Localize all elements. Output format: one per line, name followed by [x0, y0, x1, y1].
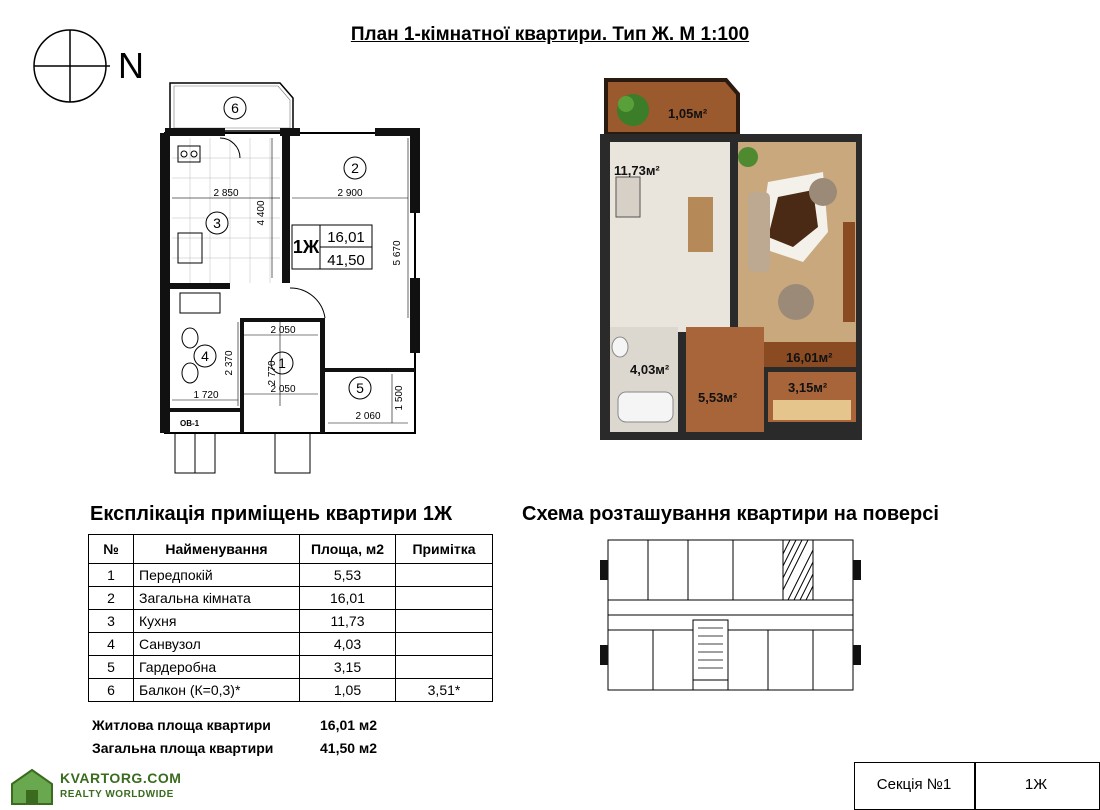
- house-logo-icon: [8, 766, 56, 806]
- row-area: 1,05: [300, 679, 396, 702]
- table-row: [89, 656, 493, 679]
- explication-table: [88, 534, 493, 702]
- row-num: 4: [89, 633, 134, 656]
- row-name: Санвузол: [134, 633, 300, 656]
- row-num: 3: [89, 610, 134, 633]
- room-mark-2: 2: [351, 160, 359, 176]
- col-num: №: [89, 535, 134, 564]
- room-mark-1: 1: [278, 355, 286, 371]
- total-area-value: 41,50 м2: [320, 740, 378, 756]
- dim-2850: 2 850: [213, 188, 239, 199]
- table-header-row: [89, 535, 493, 564]
- render-kitchen-area: 11,73м²: [614, 163, 660, 178]
- col-note: Примітка: [396, 535, 493, 564]
- row-name: Загальна кімната: [134, 587, 300, 610]
- room-mark-5: 5: [356, 380, 364, 396]
- explication-heading: Експлікація приміщень квартири 1Ж: [90, 503, 453, 525]
- row-area: 11,73: [300, 610, 396, 633]
- col-area: Площа, м2: [300, 535, 396, 564]
- rendered-plan: [598, 72, 870, 444]
- dim-4400: 4 400: [256, 200, 267, 226]
- dim-2050a: 2 050: [270, 325, 296, 336]
- render-living-area: 16,01м²: [786, 350, 833, 365]
- dim-5670: 5 670: [392, 240, 403, 266]
- row-area: 5,53: [300, 564, 396, 587]
- render-bath-area: 4,03м²: [630, 362, 670, 377]
- north-label: N: [118, 45, 144, 86]
- floor-scheme-drawing: [598, 530, 863, 705]
- row-note: [396, 610, 493, 633]
- row-num: 2: [89, 587, 134, 610]
- room-mark-6: 6: [231, 100, 239, 116]
- window-label: ОВ-1: [180, 419, 200, 428]
- apartment-type-label: 1Ж: [292, 237, 320, 257]
- logo-text: KVARTORG.COM: [60, 770, 182, 786]
- row-num: 5: [89, 656, 134, 679]
- row-name: Кухня: [134, 610, 300, 633]
- table-row: [89, 564, 493, 587]
- logo-subtext: REALTY WORLDWIDE: [60, 789, 174, 800]
- row-area: 16,01: [300, 587, 396, 610]
- row-note: [396, 633, 493, 656]
- dim-2770: 2 770: [267, 360, 278, 386]
- render-wardrobe-area: 3,15м²: [788, 380, 828, 395]
- row-area: 3,15: [300, 656, 396, 679]
- col-name: Найменування: [134, 535, 300, 564]
- row-area: 4,03: [300, 633, 396, 656]
- row-name: Передпокій: [134, 564, 300, 587]
- row-note: [396, 656, 493, 679]
- room-mark-4: 4: [201, 348, 209, 364]
- render-balcony-area: 1,05м²: [668, 106, 708, 121]
- room-mark-3: 3: [213, 215, 221, 231]
- render-hall-area: 5,53м²: [698, 390, 738, 405]
- row-note: 3,51*: [396, 679, 493, 702]
- dim-1720: 1 720: [193, 390, 219, 401]
- row-num: 1: [89, 564, 134, 587]
- table-row: [89, 633, 493, 656]
- row-note: [396, 564, 493, 587]
- row-note: [396, 587, 493, 610]
- dim-2050b: 2 050: [270, 384, 296, 395]
- dim-2060: 2 060: [355, 411, 381, 422]
- footer-section: Секція №1: [876, 776, 952, 793]
- dim-2900: 2 900: [337, 188, 363, 199]
- living-area-label: Житлова площа квартири: [92, 717, 271, 733]
- table-row: [89, 679, 493, 702]
- living-area-value: 16,01 м2: [320, 717, 378, 733]
- dim-2370: 2 370: [224, 350, 235, 376]
- footer-apartment: 1Ж: [1024, 776, 1048, 793]
- dim-1500: 1 500: [394, 385, 405, 411]
- page-title: План 1-кімнатної квартири. Тип Ж. М 1:100: [350, 24, 750, 45]
- floor-scheme-heading: Схема розташування квартири на поверсі: [522, 503, 939, 525]
- compass: [30, 28, 160, 108]
- row-name: Гардеробна: [134, 656, 300, 679]
- table-row: [89, 610, 493, 633]
- total-area-label: Загальна площа квартири: [92, 740, 274, 756]
- table-row: [89, 587, 493, 610]
- row-num: 6: [89, 679, 134, 702]
- plan-total-area: 41,50: [327, 252, 365, 269]
- plan-living-area: 16,01: [327, 229, 365, 246]
- row-name: Балкон (К=0,3)*: [134, 679, 300, 702]
- floor-plan-drawing: [160, 78, 440, 478]
